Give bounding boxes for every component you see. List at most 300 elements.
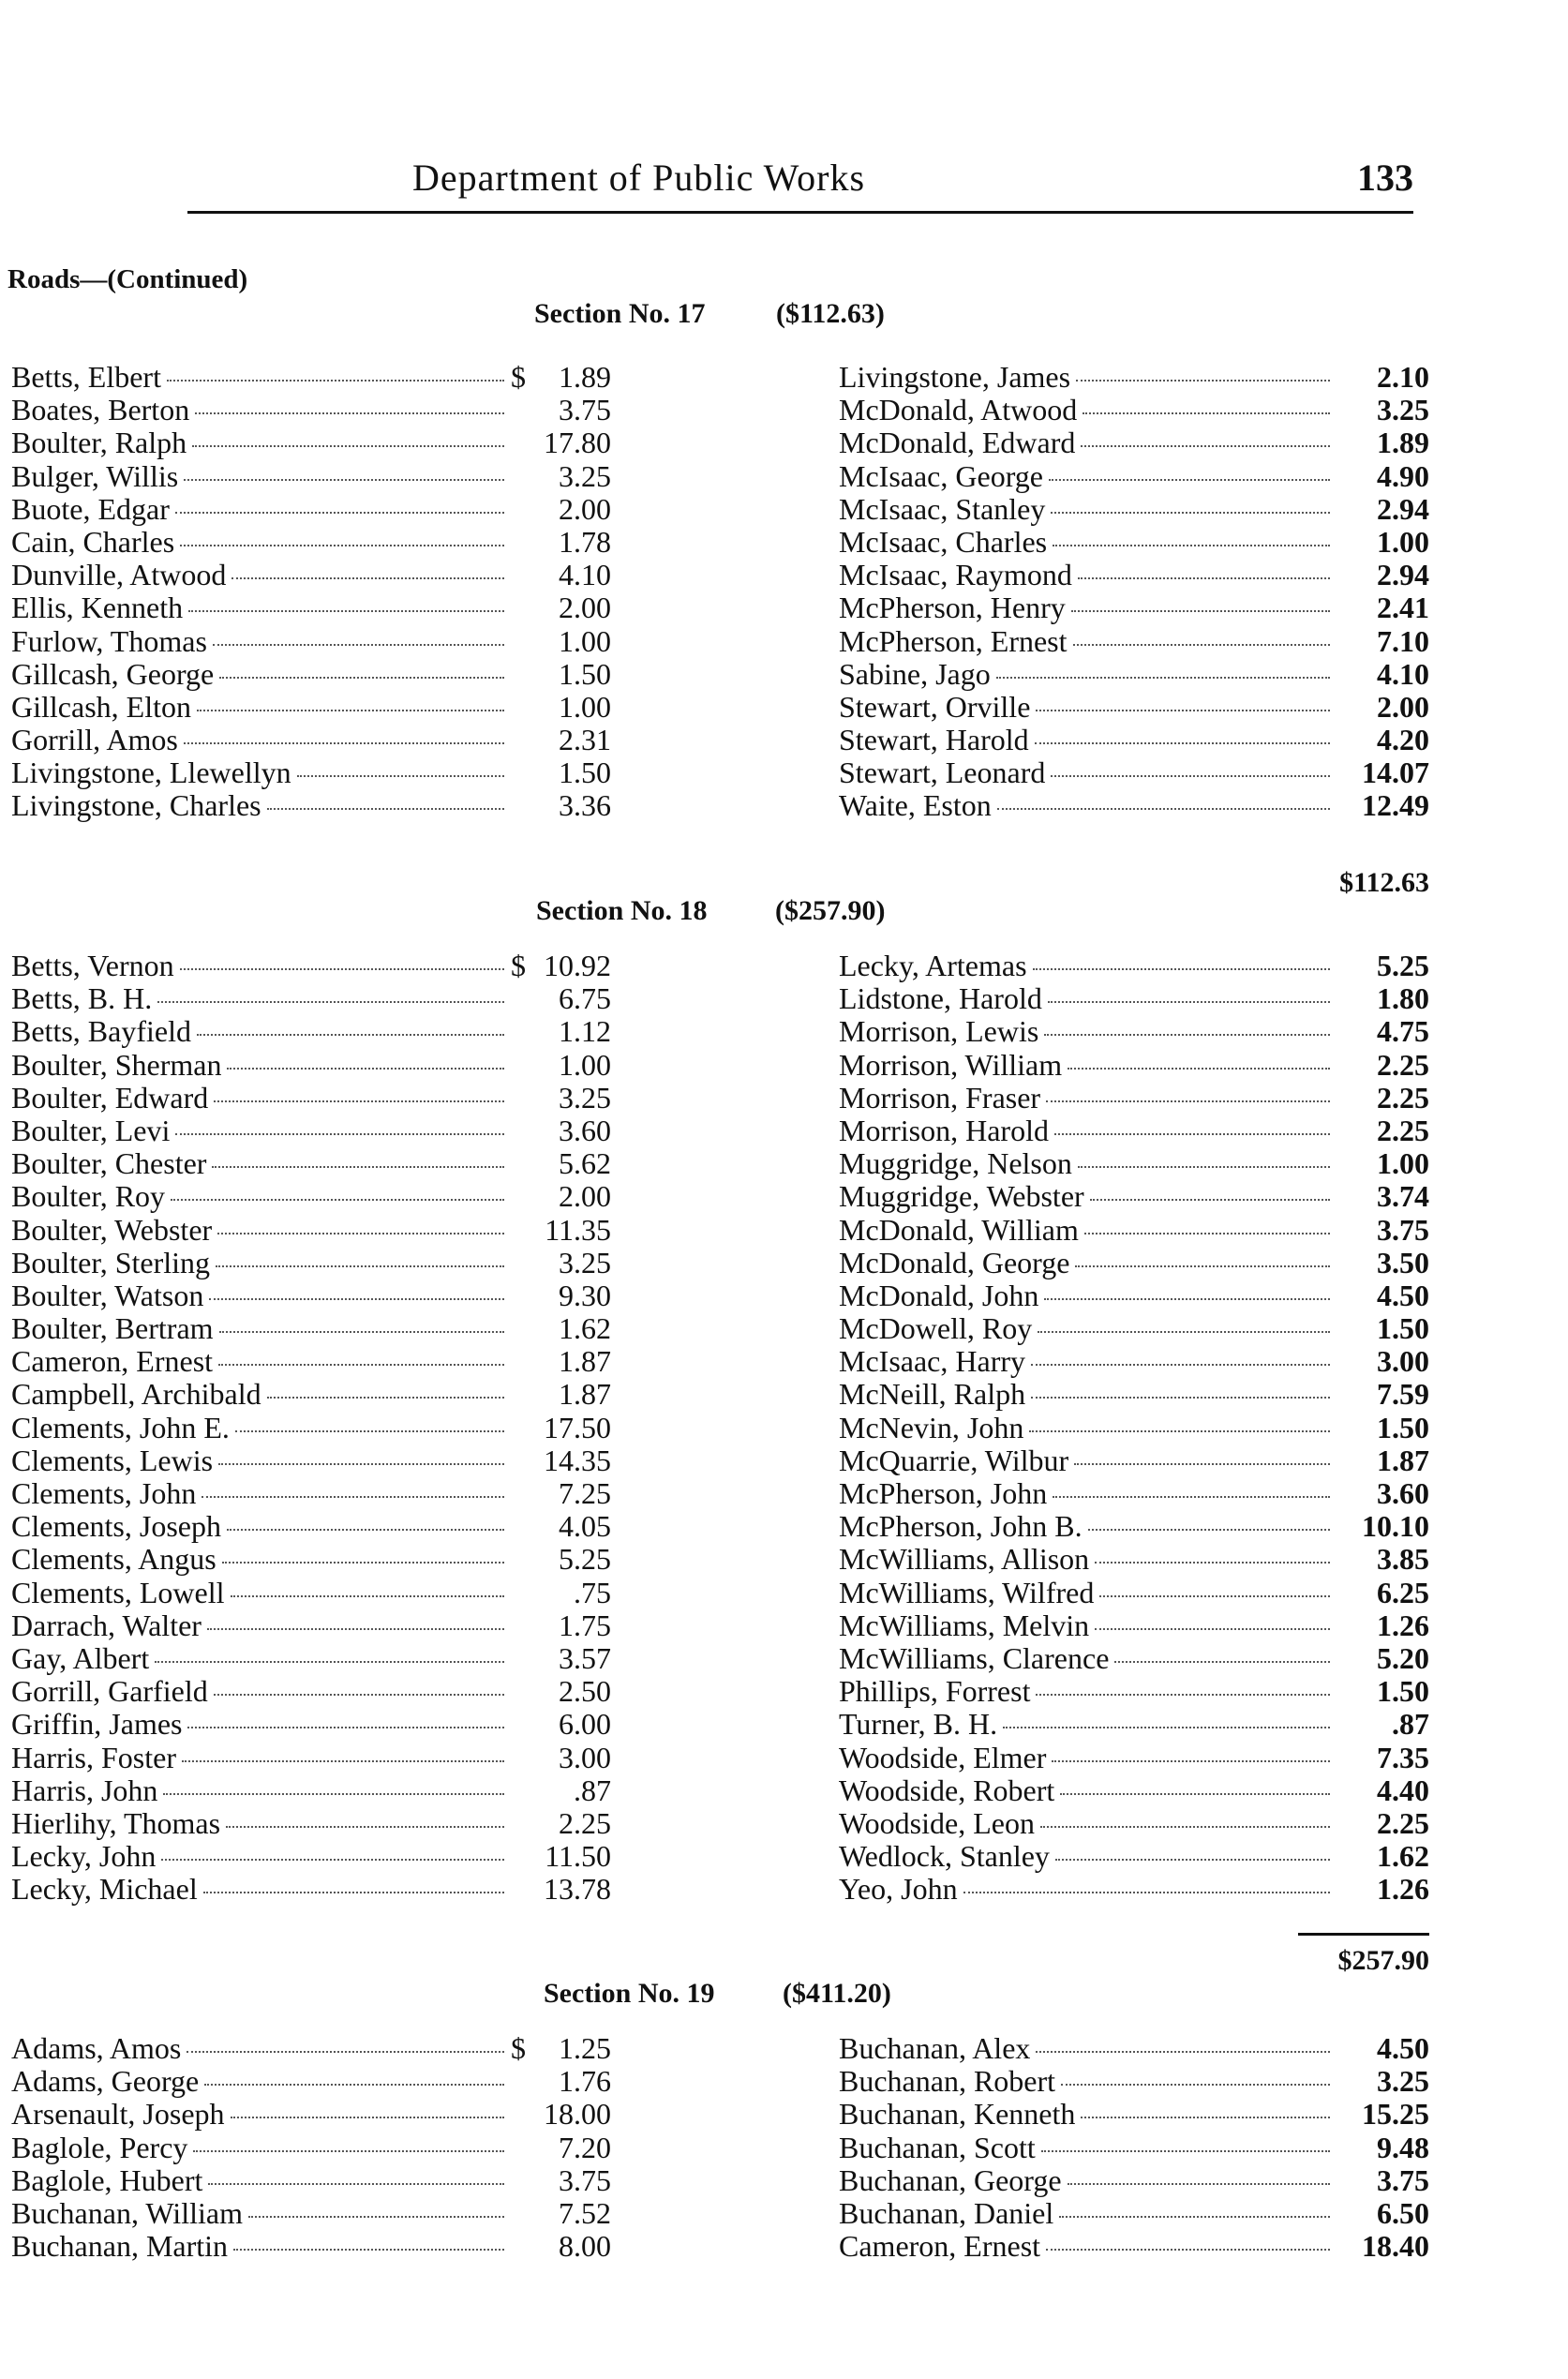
payee-name: Arsenault, Joseph	[11, 2097, 225, 2132]
payment-amount: .75	[574, 1575, 611, 1609]
ledger-row	[11, 2197, 611, 2230]
payment-amount: 4.10	[559, 558, 611, 592]
payment-amount: 12.49	[1362, 788, 1429, 823]
payment-amount: 3.00	[559, 1740, 611, 1774]
payee-name: McWilliams, Allison	[839, 1542, 1090, 1577]
ledger-row	[839, 1708, 1429, 1741]
ledger-row	[11, 1247, 611, 1279]
payment-amount: 9.30	[559, 1278, 611, 1312]
ledger-row	[11, 559, 611, 591]
dot-leader	[1031, 1363, 1330, 1366]
continued-label: Roads—(Continued)	[7, 264, 248, 294]
payment-amount: 1.62	[559, 1311, 611, 1346]
dot-leader	[217, 1232, 504, 1234]
payee-name: Boates, Berton	[11, 393, 190, 427]
payment-amount: 5.25	[1377, 949, 1429, 982]
dot-leader	[227, 1067, 504, 1070]
section-title: Section No. 18	[536, 895, 708, 926]
payee-name: Betts, Vernon	[11, 949, 174, 982]
dot-leader	[1074, 1462, 1330, 1465]
ledger-row	[11, 1180, 611, 1213]
total-rule	[1298, 1933, 1429, 1936]
ledger-row	[11, 1015, 611, 1048]
payee-name: Clements, John	[11, 1476, 197, 1510]
dot-leader	[231, 1594, 504, 1597]
payee-name: Buchanan, Daniel	[839, 2195, 1054, 2230]
dot-leader	[1046, 2248, 1330, 2251]
payment-amount: 1.25	[559, 2031, 611, 2065]
ledger-row	[11, 658, 611, 691]
payee-name: Morrison, William	[839, 1047, 1063, 1082]
payment-amount: 2.00	[559, 1179, 611, 1214]
payee-name: Harris, John	[11, 1773, 158, 1807]
dot-leader	[1084, 1232, 1330, 1234]
ledger-row	[839, 2132, 1429, 2164]
section-title: Section No. 17	[534, 298, 706, 329]
payee-name: Buchanan, George	[839, 2162, 1062, 2197]
dot-leader	[171, 1198, 504, 1201]
ledger-row	[11, 426, 611, 459]
payment-amount: 3.75	[1377, 1212, 1429, 1247]
payee-name: Livingstone, Charles	[11, 788, 261, 823]
section-total: $112.63	[1339, 867, 1429, 898]
payee-name: McPherson, John B.	[839, 1509, 1083, 1544]
dot-leader	[1029, 1429, 1330, 1432]
payee-name: Boulter, Levi	[11, 1113, 171, 1147]
dot-leader	[222, 1561, 504, 1564]
payee-name: McWilliams, Wilfred	[839, 1575, 1095, 1609]
payee-name: Muggridge, Nelson	[839, 1146, 1072, 1181]
payee-name: Boulter, Sterling	[11, 1245, 211, 1279]
dot-leader	[997, 807, 1330, 810]
dot-leader	[216, 1264, 504, 1267]
ledger-row	[11, 2032, 611, 2065]
ledger-row	[11, 1345, 611, 1378]
payment-amount: 3.25	[559, 458, 611, 493]
payee-name: McPherson, Ernest	[839, 623, 1068, 658]
payee-name: McWilliams, Clarence	[839, 1640, 1110, 1675]
section-17-left-column	[11, 361, 611, 823]
ledger-row	[839, 1742, 1429, 1774]
payment-amount: 3.60	[559, 1113, 611, 1147]
payee-name: McIsaac, Raymond	[839, 558, 1072, 592]
dot-leader	[1046, 1100, 1330, 1102]
payee-name: Buchanan, Robert	[839, 2064, 1056, 2099]
payee-name: Turner, B. H.	[839, 1707, 998, 1742]
payment-amount: 1.26	[1377, 1608, 1429, 1642]
payment-amount: 4.40	[1377, 1773, 1429, 1807]
ledger-row	[839, 1477, 1429, 1510]
dot-leader	[1041, 2149, 1330, 2152]
dot-leader	[235, 1429, 504, 1432]
ledger-row	[11, 1312, 611, 1345]
payee-name: Boulter, Sherman	[11, 1047, 222, 1082]
payment-amount: 1.50	[1377, 1674, 1429, 1709]
ledger-row	[839, 559, 1429, 591]
payment-amount: 1.00	[1377, 524, 1429, 559]
payee-name: Boulter, Bertram	[11, 1311, 214, 1346]
payee-name: Gay, Albert	[11, 1640, 150, 1675]
dollar-sign: $	[511, 360, 526, 394]
ledger-row	[11, 1214, 611, 1247]
payment-amount: 17.80	[544, 426, 611, 460]
dot-leader	[175, 1132, 504, 1135]
payment-amount: 4.75	[1377, 1014, 1429, 1049]
payee-name: Bulger, Willis	[11, 458, 179, 493]
dot-leader	[1055, 1858, 1330, 1861]
ledger-row	[839, 1444, 1429, 1477]
dot-leader	[195, 411, 504, 414]
dot-leader	[1061, 2083, 1330, 2086]
payment-amount: 4.50	[1377, 2031, 1429, 2065]
dot-leader	[248, 2215, 504, 2218]
dot-leader	[297, 774, 504, 777]
ledger-row	[11, 756, 611, 789]
page-title: Department of Public Works	[412, 157, 866, 199]
payment-amount: 4.50	[1377, 1278, 1429, 1312]
payee-name: Buote, Edgar	[11, 491, 170, 526]
ledger-row	[11, 526, 611, 559]
payee-name: Adams, Amos	[11, 2031, 182, 2065]
ledger-row	[839, 1412, 1429, 1444]
ledger-row	[11, 1873, 611, 1906]
ledger-row	[839, 756, 1429, 789]
ledger-row	[11, 2132, 611, 2164]
payment-amount: 2.25	[1377, 1080, 1429, 1115]
dot-leader	[1095, 1627, 1330, 1630]
payment-amount: 4.10	[1377, 656, 1429, 691]
dot-leader	[1051, 774, 1330, 777]
ledger-row	[839, 1082, 1429, 1115]
ledger-row	[839, 658, 1429, 691]
dot-leader	[1071, 609, 1330, 612]
ledger-row	[839, 1247, 1429, 1279]
dot-leader	[1078, 1165, 1330, 1168]
ledger-row	[11, 1742, 611, 1774]
ledger-row	[839, 2164, 1429, 2197]
payee-name: Lidstone, Harold	[839, 981, 1042, 1016]
section-19-right-column	[839, 2032, 1429, 2263]
dot-leader	[1068, 1067, 1330, 1070]
payee-name: Phillips, Forrest	[839, 1674, 1031, 1709]
payee-name: McWilliams, Melvin	[839, 1608, 1090, 1642]
dot-leader	[1075, 1264, 1330, 1267]
payee-name: Stewart, Orville	[839, 689, 1031, 724]
payment-amount: 2.31	[559, 723, 611, 757]
ledger-row	[839, 426, 1429, 459]
dot-leader	[219, 1330, 504, 1333]
ledger-row	[839, 1214, 1429, 1247]
dot-leader	[184, 741, 504, 744]
ledger-row	[11, 1378, 611, 1411]
payee-name: Cameron, Ernest	[839, 2229, 1041, 2264]
dot-leader	[233, 2248, 504, 2251]
dot-leader	[180, 967, 504, 970]
ledger-row	[839, 1807, 1429, 1840]
ledger-row	[11, 1840, 611, 1873]
payment-amount: 10.92	[544, 949, 611, 982]
payment-amount: 1.00	[559, 689, 611, 724]
payment-amount: 2.50	[559, 1674, 611, 1709]
payment-amount: 9.48	[1377, 2130, 1429, 2164]
payee-name: Morrison, Harold	[839, 1113, 1049, 1147]
ledger-row	[839, 591, 1429, 624]
ledger-row	[11, 1444, 611, 1477]
ledger-row	[11, 591, 611, 624]
payment-amount: 1.87	[559, 1377, 611, 1412]
payment-amount: 18.40	[1362, 2229, 1429, 2264]
ledger-row	[839, 1510, 1429, 1543]
dot-leader	[214, 1100, 504, 1102]
dot-leader	[209, 1297, 504, 1300]
dot-leader	[227, 1528, 504, 1531]
payment-amount: 3.50	[1377, 1245, 1429, 1279]
payee-name: Ellis, Kenneth	[11, 591, 184, 625]
ledger-row	[11, 2098, 611, 2131]
dot-leader	[1073, 643, 1330, 646]
dot-leader	[1076, 379, 1330, 382]
payment-amount: 1.89	[1377, 426, 1429, 460]
dot-leader	[161, 1858, 504, 1861]
payee-name: Wedlock, Stanley	[839, 1839, 1050, 1874]
dot-leader	[1048, 1000, 1330, 1003]
payment-amount: 2.10	[1377, 360, 1429, 394]
dot-leader	[1083, 411, 1330, 414]
payee-name: McIsaac, Stanley	[839, 491, 1046, 526]
section-heading-total: ($411.20)	[783, 1978, 891, 2009]
payment-amount: 1.50	[1377, 1410, 1429, 1444]
dot-leader	[1040, 1825, 1330, 1828]
ledger-row	[839, 460, 1429, 493]
ledger-row	[11, 1115, 611, 1147]
payee-name: Buchanan, Kenneth	[839, 2097, 1076, 2132]
payee-name: Griffin, James	[11, 1707, 183, 1742]
payee-name: Dunville, Atwood	[11, 558, 227, 592]
payee-name: Clements, Angus	[11, 1542, 217, 1577]
payee-name: McQuarrie, Wilbur	[839, 1443, 1069, 1477]
dot-leader	[1078, 576, 1330, 579]
ledger-row	[11, 1543, 611, 1576]
payment-amount: 1.50	[559, 756, 611, 790]
ledger-row	[839, 394, 1429, 426]
payee-name: Woodside, Leon	[839, 1805, 1035, 1840]
ledger-row	[839, 1015, 1429, 1048]
payee-name: Furlow, Thomas	[11, 623, 207, 658]
payment-amount: 3.25	[559, 1080, 611, 1115]
payee-name: Baglole, Percy	[11, 2130, 188, 2164]
payment-amount: 1.50	[1377, 1311, 1429, 1346]
ledger-row	[11, 1774, 611, 1807]
dot-leader	[192, 444, 504, 447]
payee-name: Morrison, Lewis	[839, 1014, 1039, 1049]
dot-leader	[1068, 2182, 1330, 2185]
payee-name: Boulter, Edward	[11, 1080, 209, 1115]
ledger-row	[839, 982, 1429, 1015]
dot-leader	[1036, 709, 1330, 711]
running-head	[0, 156, 1568, 212]
dot-leader	[155, 1660, 504, 1663]
dot-leader	[202, 1495, 504, 1498]
ledger-row	[11, 789, 611, 822]
dot-leader	[231, 2116, 504, 2118]
payee-name: Buchanan, Alex	[839, 2031, 1031, 2065]
payee-name: Cain, Charles	[11, 524, 175, 559]
ledger-row	[839, 1279, 1429, 1312]
ledger-row	[839, 1873, 1429, 1906]
dot-leader	[231, 576, 504, 579]
ledger-row	[11, 394, 611, 426]
payee-name: Clements, Lowell	[11, 1575, 225, 1609]
payment-amount: 1.78	[559, 524, 611, 559]
dot-leader	[1060, 1792, 1330, 1795]
payment-amount: .87	[1392, 1707, 1429, 1742]
payee-name: McNeill, Ralph	[839, 1377, 1026, 1412]
dot-leader	[963, 1891, 1330, 1893]
ledger-row	[839, 2098, 1429, 2131]
payment-amount: 7.25	[559, 1476, 611, 1510]
payment-amount: 2.25	[1377, 1805, 1429, 1840]
payment-amount: 1.87	[559, 1344, 611, 1379]
payment-amount: 4.90	[1377, 458, 1429, 493]
payment-amount: 6.25	[1377, 1575, 1429, 1609]
payment-amount: 7.52	[559, 2195, 611, 2230]
ledger-row	[839, 493, 1429, 526]
payee-name: Clements, Joseph	[11, 1509, 221, 1544]
ledger-row	[11, 1147, 611, 1180]
ledger-row	[11, 2164, 611, 2197]
dot-leader	[1049, 478, 1330, 481]
payment-amount: 1.00	[1377, 1146, 1429, 1181]
dot-leader	[267, 1396, 504, 1399]
dot-leader	[1035, 741, 1330, 744]
dot-leader	[1052, 1759, 1330, 1762]
dot-leader	[1090, 1198, 1330, 1201]
payee-name: Hierlihy, Thomas	[11, 1805, 221, 1840]
dot-leader	[1044, 1033, 1330, 1036]
payee-name: Boulter, Roy	[11, 1179, 166, 1214]
payee-name: McDonald, John	[839, 1278, 1039, 1312]
payment-amount: 2.25	[1377, 1113, 1429, 1147]
dot-leader	[212, 1165, 504, 1168]
dot-leader	[219, 676, 504, 679]
ledger-row	[839, 789, 1429, 822]
payment-amount: 7.10	[1377, 623, 1429, 658]
dot-leader	[267, 807, 504, 810]
dot-leader	[214, 1693, 504, 1696]
ledger-row	[839, 1115, 1429, 1147]
payee-name: McIsaac, George	[839, 458, 1043, 493]
ledger-row	[11, 460, 611, 493]
dot-leader	[163, 1792, 504, 1795]
dot-leader	[208, 2182, 504, 2185]
payee-name: Boulter, Webster	[11, 1212, 213, 1247]
payment-amount: 4.05	[559, 1509, 611, 1544]
dot-leader	[1031, 1396, 1330, 1399]
dot-leader	[1088, 1528, 1330, 1531]
payment-amount: 5.62	[559, 1146, 611, 1181]
payment-amount: 7.59	[1377, 1377, 1429, 1412]
ledger-row	[11, 1477, 611, 1510]
dot-leader	[1053, 544, 1330, 546]
payee-name: Campbell, Archibald	[11, 1377, 261, 1412]
ledger-row	[839, 2032, 1429, 2065]
payee-name: Clements, John E.	[11, 1410, 230, 1444]
ledger-row	[839, 1774, 1429, 1807]
payment-amount: 2.94	[1377, 491, 1429, 526]
payment-amount: 1.80	[1377, 981, 1429, 1016]
ledger-row	[839, 2197, 1429, 2230]
payment-amount: 1.75	[559, 1608, 611, 1642]
payment-amount: 1.76	[559, 2064, 611, 2099]
payee-name: Baglole, Hubert	[11, 2162, 203, 2197]
section-title: Section No. 19	[544, 1978, 715, 2009]
payee-name: Woodside, Elmer	[839, 1740, 1047, 1774]
dot-leader	[218, 1462, 504, 1465]
ledger-row	[839, 1675, 1429, 1708]
ledger-row	[11, 1708, 611, 1741]
dot-leader	[1051, 511, 1330, 514]
ledger-row	[11, 2230, 611, 2263]
payment-amount: 3.85	[1377, 1542, 1429, 1577]
ledger-row	[11, 1609, 611, 1642]
payment-amount: 15.25	[1362, 2097, 1429, 2132]
payment-amount: 7.35	[1377, 1740, 1429, 1774]
dot-leader	[207, 1627, 504, 1630]
ledger-row	[11, 2065, 611, 2098]
payee-name: McDonald, George	[839, 1245, 1070, 1279]
section-total: $257.90	[1337, 1945, 1429, 1976]
payee-name: McPherson, John	[839, 1476, 1048, 1510]
ledger-row	[839, 1378, 1429, 1411]
payment-amount: 14.07	[1362, 756, 1429, 790]
payee-name: McDonald, Atwood	[839, 393, 1078, 427]
payee-name: Stewart, Leonard	[839, 756, 1046, 790]
ledger-row	[839, 724, 1429, 756]
ledger-row	[839, 1345, 1429, 1378]
payee-name: Sabine, Jago	[839, 656, 991, 691]
payment-amount: 6.50	[1377, 2195, 1429, 2230]
payee-name: McNevin, John	[839, 1410, 1024, 1444]
payment-amount: 2.94	[1377, 558, 1429, 592]
payment-amount: 7.20	[559, 2130, 611, 2164]
dot-leader	[197, 1033, 504, 1036]
ledger-row	[11, 724, 611, 756]
dot-leader	[187, 1726, 504, 1728]
ledger-row	[11, 950, 611, 982]
ledger-row	[11, 1675, 611, 1708]
page-number: 133	[1357, 157, 1413, 199]
ledger-row	[839, 1609, 1429, 1642]
dot-leader	[1053, 1495, 1330, 1498]
dollar-sign: $	[511, 2031, 526, 2065]
dollar-sign: $	[511, 949, 526, 982]
payment-amount: 1.87	[1377, 1443, 1429, 1477]
payment-amount: 2.00	[1377, 689, 1429, 724]
ledger-row	[11, 1049, 611, 1082]
payment-amount: 3.25	[1377, 393, 1429, 427]
ledger-row	[839, 2230, 1429, 2263]
payment-amount: 2.41	[1377, 591, 1429, 625]
payment-amount: 3.36	[559, 788, 611, 823]
dot-leader	[1036, 1693, 1330, 1696]
payment-amount: 5.25	[559, 1542, 611, 1577]
dot-leader	[180, 544, 504, 546]
payment-amount: 6.75	[559, 981, 611, 1016]
ledger-row	[839, 1543, 1429, 1576]
payee-name: Darrach, Walter	[11, 1608, 202, 1642]
payment-amount: 2.25	[559, 1805, 611, 1840]
dot-leader	[204, 2083, 504, 2086]
